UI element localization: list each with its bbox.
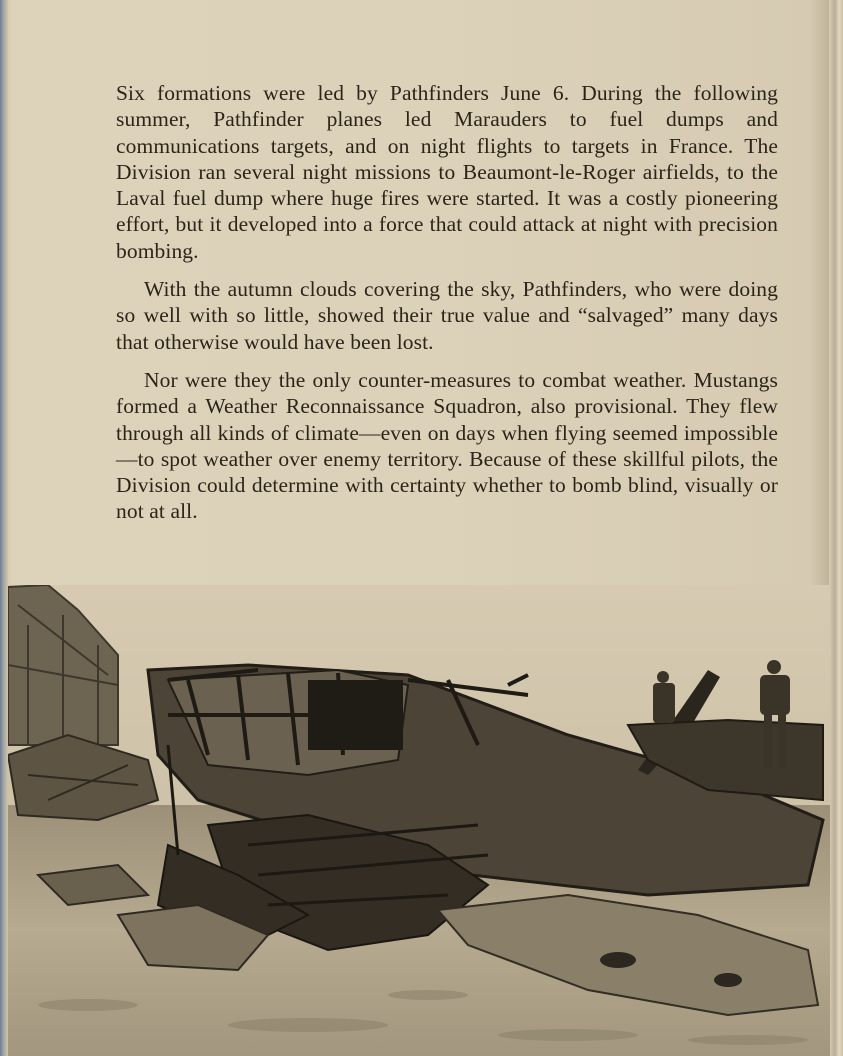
paragraph-1: Six formations were led by Pathfinders June 6. During the following summer, Pathfinder planes led Marauders to fuel dumps and communications targets, and on night flights to targets in France. The Division ran several night missions to Beaumont-le-Roger airfields, to the Laval fuel dump where huge fires were started. It was a costly pioneering effort, but it developed into a force that could attack at night with precision bombing. <box>116 81 778 263</box>
body-text <box>116 80 778 537</box>
paragraph-3: Nor were they the only counter-measures to combat weather. Mustangs formed a Weather Reconnaissance Squadron, also provisional. They flew through all kinds of climate—even on days when flying seemed impossible—to spot weather over enemy territory. Because of these skillful pilots, the Division could determine with certainty whether to bomb blind, visually or not at all. <box>116 367 778 524</box>
wrecked-aircraft-photo <box>8 585 830 1056</box>
paragraph-2: With the autumn clouds covering the sky, Pathfinders, who were doing so well with so little, showed their true value and “salvaged” many days that otherwise would have been lost. <box>116 277 778 354</box>
page-right-edge <box>829 0 843 1056</box>
page-left-edge <box>0 0 8 1056</box>
